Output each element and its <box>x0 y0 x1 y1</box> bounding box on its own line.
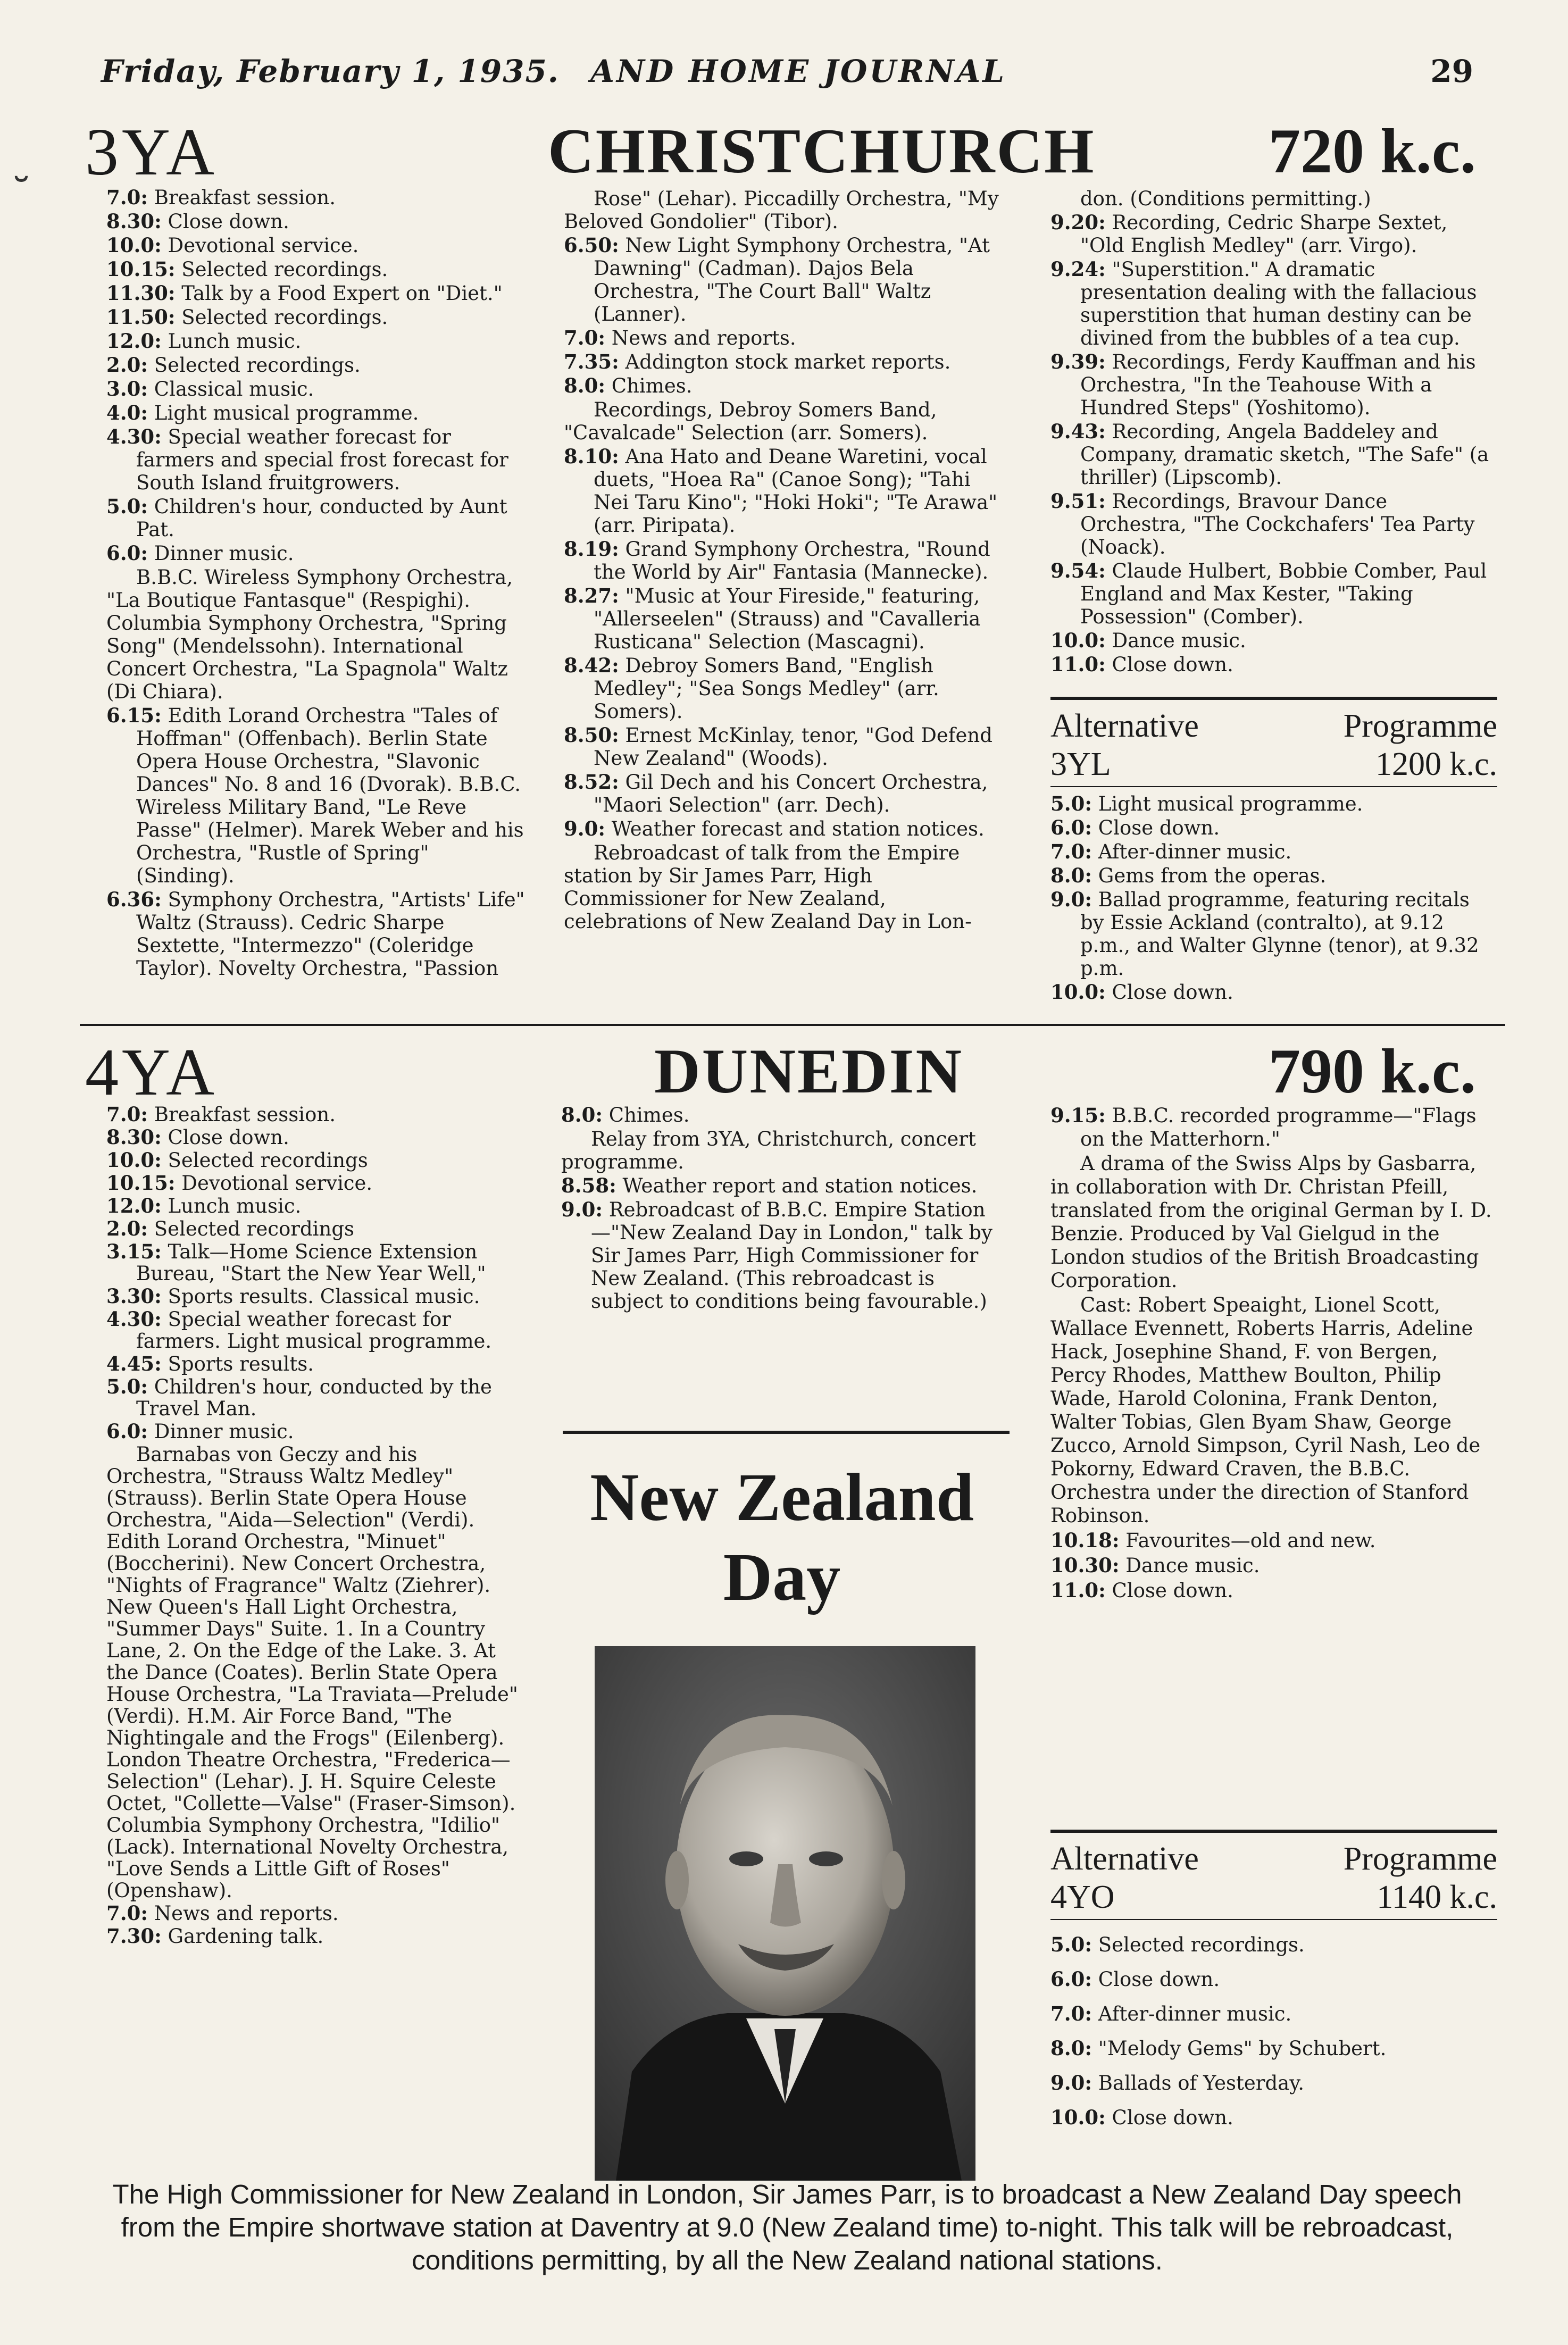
programme-text: Ballads of Yesterday. <box>1098 2072 1304 2094</box>
programme-entry <box>1050 187 1497 210</box>
programme-time: 9.43: <box>1050 420 1106 443</box>
programme-time: 10.18: <box>1050 1529 1120 1552</box>
programme-time: 8.58: <box>561 1174 616 1197</box>
station-city-dunedin: DUNEDIN <box>654 1036 964 1106</box>
programme-text: Recordings, Bravour Dance Orchestra, "The Cockchafers' Tea Party (Noack). <box>1080 490 1475 558</box>
programme-entry <box>106 1376 527 1420</box>
programme-entry <box>1050 1529 1497 1553</box>
programme-time: 7.35: <box>564 350 619 373</box>
programme-entry <box>564 724 1005 770</box>
programme-text: Special weather forecast for farmers. Light musical programme. <box>136 1308 492 1353</box>
programme-entry <box>564 841 1005 933</box>
programme-text: Dance music. <box>1125 1554 1260 1577</box>
programme-time: 6.50: <box>564 233 619 257</box>
station-freq-720: 720 k.c. <box>1269 115 1476 186</box>
programme-entry <box>1050 1928 1497 1962</box>
programme-time: 11.30: <box>106 281 176 305</box>
programme-text: Gems from the operas. <box>1098 864 1327 887</box>
programme-entry <box>106 1104 527 1125</box>
programme-text: Dance music. <box>1112 629 1246 652</box>
alt-3yl-rule-bottom <box>1050 786 1497 787</box>
programme-entry <box>1050 1152 1497 1292</box>
programme-text: Close down. <box>1098 816 1220 839</box>
programme-text: Dinner music. <box>154 1420 294 1443</box>
programme-time: 8.19: <box>564 537 619 561</box>
programme-time: 9.39: <box>1050 350 1106 373</box>
programme-entry <box>106 1353 527 1375</box>
alt-4yo-call: 4YO <box>1050 1879 1115 1915</box>
programme-time: 7.0: <box>1050 2002 1092 2025</box>
programme-time: 10.0: <box>1050 2106 1106 2129</box>
programme-entry <box>1050 351 1497 419</box>
programme-entry <box>106 1241 527 1284</box>
programme-entry <box>564 187 1005 233</box>
feature-heading-line-1: New Zealand <box>590 1459 974 1535</box>
programme-text: Lunch music. <box>168 330 302 353</box>
issue-date: Friday, February 1, 1935. <box>101 53 560 89</box>
programme-time: 10.15: <box>106 1171 176 1195</box>
section-divider <box>80 1024 1505 1026</box>
programme-entry <box>106 1149 527 1171</box>
programme-entry <box>106 306 527 329</box>
programme-text: Breakfast session. <box>154 186 336 209</box>
programme-text: B.B.C. Wireless Symphony Orchestra, "La Boutique Fantasque" (Respighi). Columbia Symphony Orchestra, "Spring Song" (Mendelssohn). International Concert Orchestra, "La Spagnola" Waltz (Di Chiara). <box>106 566 513 703</box>
programme-time: 4.30: <box>106 1307 162 1331</box>
programme-text: Classical music. <box>154 378 314 400</box>
programme-time: 4.0: <box>106 401 148 424</box>
programme-time: 10.15: <box>106 257 176 281</box>
programme-entry <box>564 654 1005 723</box>
programme-entry <box>561 1104 1008 1126</box>
programme-entry <box>1050 2032 1497 2065</box>
programme-time: 8.27: <box>564 584 619 607</box>
programme-text: Weather forecast and station notices. <box>611 817 985 840</box>
programme-text: Special weather forecast for farmers and special frost forecast for South Island fruitgrowers. <box>136 425 508 494</box>
programme-entry <box>564 398 1005 444</box>
programme-time: 6.36: <box>106 888 162 911</box>
programme-time: 9.0: <box>1050 2071 1092 2094</box>
programme-entry <box>1050 258 1497 349</box>
programme-text: New Light Symphony Orchestra, "At Dawning" (Cadman). Dajos Bela Orchestra, "The Court Ball" Waltz (Lanner). <box>594 234 990 326</box>
programme-entry <box>1050 1997 1497 2031</box>
programme-entry <box>106 495 527 541</box>
programme-entry <box>106 1218 527 1240</box>
programme-time: 11.50: <box>106 305 176 329</box>
programme-time: 9.15: <box>1050 1104 1106 1127</box>
programme-text: Rebroadcast of B.B.C. Empire Station—"New Zealand Day in London," talk by Sir James Parr, High Commissioner for New Zealand. (This rebroadcast is subject to conditions being favourable.) <box>591 1198 992 1313</box>
programme-text: Close down. <box>1112 1579 1233 1602</box>
programme-text: Grand Symphony Orchestra, "Round the World by Air" Fantasia (Mannecke). <box>594 538 990 583</box>
programme-time: 4.45: <box>106 1352 162 1375</box>
programme-entry <box>1050 1554 1497 1578</box>
programme-text: Sports results. <box>168 1353 314 1375</box>
programme-time: 7.0: <box>1050 840 1092 863</box>
programme-entry <box>106 1421 527 1442</box>
programme-entry <box>106 1195 527 1217</box>
programme-text: Talk by a Food Expert on "Diet." <box>181 282 503 305</box>
programme-entry <box>106 566 527 703</box>
programme-time: 6.0: <box>1050 1967 1092 1991</box>
programme-time: 7.0: <box>564 326 606 349</box>
programme-time: 8.0: <box>1050 864 1092 887</box>
programme-text: Claude Hulbert, Bobbie Comber, Paul England and Max Kester, "Taking Possession" (Comber). <box>1080 560 1487 628</box>
programme-entry <box>1050 1293 1497 1528</box>
feature-heading <box>569 1457 995 1617</box>
programme-entry <box>106 354 527 377</box>
programme-time: 3.30: <box>106 1284 162 1308</box>
station-call-4ya: 4YA <box>85 1036 218 1109</box>
programme-text: Recordings, Ferdy Kauffman and his Orchestra, "In the Teahouse With a Hundred Steps" (Yoshitomo). <box>1080 351 1476 419</box>
programme-time: 9.0: <box>561 1198 603 1221</box>
programme-text: A drama of the Swiss Alps by Gasbarra, in collaboration with Dr. Christan Pfeill, translated from the original German by I. D. Benzie. Produced by Val Gielgud in the London studios of the British Broadcasting Corporation. <box>1050 1152 1492 1292</box>
programme-entry <box>564 351 1005 373</box>
programme-text: Weather report and station notices. <box>622 1174 978 1197</box>
programme-text: Close down. <box>1112 981 1233 1004</box>
programme-text: After-dinner music. <box>1098 840 1292 863</box>
programme-text: Close down. <box>1112 2106 1233 2129</box>
programme-text: Children's hour, conducted by the Travel Man. <box>136 1375 492 1420</box>
christchurch-column-3 <box>1050 186 1497 677</box>
programme-time: 10.30: <box>1050 1554 1120 1577</box>
programme-time: 8.42: <box>564 654 619 677</box>
programme-entry <box>1050 792 1497 815</box>
dunedin-column-3 <box>1050 1104 1497 1604</box>
programme-entry <box>1050 888 1497 980</box>
programme-entry <box>564 771 1005 816</box>
programme-time: 8.50: <box>564 723 619 747</box>
programme-text: Selected recordings. <box>154 354 361 377</box>
programme-time: 5.0: <box>1050 792 1092 815</box>
programme-time: 11.0: <box>1050 1579 1106 1602</box>
programme-text: Chimes. <box>611 374 693 397</box>
programme-entry <box>106 258 527 281</box>
programme-text: Ana Hato and Deane Waretini, vocal duets, "Hoea Ra" (Canoe Song); "Tahi Nei Taru Kino"; "Hoki Hoki"; "Te Arawa" (arr. Piripata). <box>594 445 998 537</box>
programme-entry <box>106 425 527 494</box>
programme-text: Selected recordings <box>168 1149 368 1172</box>
programme-text: Chimes. <box>608 1104 690 1126</box>
programme-text: Rose" (Lehar). Piccadilly Orchestra, "My Beloved Gondolier" (Tibor). <box>564 187 999 233</box>
feature-caption: The High Commissioner for New Zealand in London, Sir James Parr, is to broadcast a New Zealand Day speech from the Empire shortwave station at Daventry at 9.0 (New Zealand time) to-night. This talk will be rebroadcast, conditions permitting, by all the New Zealand national stations. <box>112 2179 1462 2275</box>
programme-text: Recording, Angela Baddeley and Company, dramatic sketch, "The Safe" (a thriller) (Lipscomb). <box>1080 420 1489 489</box>
programme-text: Edith Lorand Orchestra "Tales of Hoffman" (Offenbach). Berlin State Opera House Orchestra, "Slavonic Dances" No. 8 and 16 (Dvorak). B.B.C. Wireless Military Band, "Le Reve Passe" (Helmer). Marek Weber and his Orchestra, "Rustle of Spring" (Sinding). <box>136 704 524 887</box>
programme-entry <box>564 538 1005 583</box>
programme-text: Close down. <box>1112 653 1233 676</box>
programme-time: 6.0: <box>1050 816 1092 839</box>
christchurch-column-1 <box>106 186 527 981</box>
programme-entry <box>106 234 527 257</box>
programme-text: Gil Dech and his Concert Orchestra, "Maori Selection" (arr. Dech). <box>594 771 988 816</box>
programme-text: Recordings, Debroy Somers Band, "Cavalcade" Selection (arr. Somers). <box>564 398 937 444</box>
programme-entry <box>1050 1579 1497 1603</box>
programme-entry <box>564 374 1005 397</box>
programme-time: 8.30: <box>106 1125 162 1149</box>
alt-3yl-call: 3YL <box>1050 746 1111 782</box>
programme-text: Barnabas von Geczy and his Orchestra, "Strauss Waltz Medley" (Strauss). Berlin State Opera House Orchestra, "Aida—Selection" (Verdi). Edith Lorand Orchestra, "Minuet" (Boccherini). New Concert Orchestra, "Nights of Fragrance" Waltz (Ziehrer). New Queen's Hall Light Orchestra, "Summer Days" Suite. 1. In a Country Lane, 2. On the Edge of the Lake. 3. At the Dance (Coates). Berlin State Opera House Orchestra, "La Traviata—Prelude" (Verdi). H.M. Air Force Band, "The Nightingale and the Frogs" (Eilenberg). London Theatre Orchestra, "Frederica—Selection" (Lehar). J. H. Squire Celeste Octet, "Collette—Valse" (Fraser-Simson). Columbia Symphony Orchestra, "Idilio" (Lack). International Novelty Orchestra, "Love Sends a Little Gift of Roses" (Openshaw). <box>106 1443 518 1902</box>
programme-text: News and reports. <box>154 1902 339 1925</box>
page-number: 29 <box>1430 53 1473 89</box>
alt-4yo-rule-bottom <box>1050 1919 1497 1920</box>
portrait-illustration <box>595 1646 975 2181</box>
programme-time: 3.15: <box>106 1240 162 1263</box>
feature-rule <box>563 1431 1010 1434</box>
programme-text: Children's hour, conducted by Aunt Pat. <box>136 495 507 541</box>
programme-text: Light musical programme. <box>1098 792 1363 815</box>
programme-entry <box>1050 629 1497 652</box>
programme-text: Selected recordings. <box>181 258 388 281</box>
programme-time: 2.0: <box>106 1217 148 1240</box>
alt-4yo-label-right: Programme <box>1343 1841 1497 1877</box>
station-freq-790: 790 k.c. <box>1269 1036 1476 1106</box>
programme-text: Cast: Robert Speaight, Lionel Scott, Wallace Evennett, Roberts Harris, Adeline Hack, Josephine Shand, F. von Bergen, Percy Rhodes, Matthew Boulton, Philip Wade, Harold Colonina, Frank Denton, Walter Tobias, Glen Byam Shaw, George Zucco, Arnold Simpson, Cyril Nash, Leo de Pokorny, Edward Craven, the B.B.C. Orchestra under the direction of Stanford Robinson. <box>1050 1293 1481 1527</box>
programme-entry <box>106 1126 527 1148</box>
programme-entry <box>564 327 1005 349</box>
programme-entry <box>106 1925 527 1947</box>
christchurch-column-2 <box>564 186 1005 934</box>
alt-3yl-label-right: Programme <box>1343 708 1497 744</box>
programme-text: Symphony Orchestra, "Artists' Life" Waltz (Strauss). Cedric Sharpe Sextette, "Intermezzo" (Coleridge Taylor). Novelty Orchestra, "Passion <box>136 888 525 980</box>
programme-text: Selected recordings <box>154 1217 354 1240</box>
programme-entry <box>106 210 527 233</box>
programme-time: 7.0: <box>106 1901 148 1925</box>
programme-text: Close down. <box>168 210 289 233</box>
programme-entry <box>561 1174 1008 1197</box>
alt-4yo-freq: 1140 k.c. <box>1377 1879 1497 1915</box>
programme-time: 7.0: <box>106 1103 148 1126</box>
programme-text: Selected recordings. <box>1098 1933 1305 1956</box>
programme-time: 4.30: <box>106 425 162 448</box>
dunedin-column-2 <box>561 1104 1008 1314</box>
programme-time: 5.0: <box>106 495 148 518</box>
programme-entry <box>1050 2101 1497 2134</box>
programme-entry <box>564 234 1005 326</box>
alt-4yo-label: Alternative <box>1050 1841 1199 1877</box>
programme-time: 3.0: <box>106 377 148 400</box>
programme-time: 11.0: <box>1050 653 1106 676</box>
programme-text: "Superstition." A dramatic presentation dealing with the fallacious superstition that human destiny can be divined from the bubbles of a tea cup. <box>1080 258 1477 349</box>
programme-text: Breakfast session. <box>154 1103 336 1126</box>
programme-text: "Music at Your Fireside," featuring, "Allerseelen" (Strauss) and "Cavalleria Rusticana" Selection (Mascagni). <box>594 585 981 653</box>
programme-time: 5.0: <box>1050 1933 1092 1956</box>
programme-time: 8.0: <box>564 374 606 397</box>
margin-mark-1: ˘ <box>11 170 32 220</box>
programme-time: 8.10: <box>564 445 619 468</box>
programme-time: 9.0: <box>1050 888 1092 911</box>
programme-text: Devotional service. <box>181 1172 373 1195</box>
feature-heading-line-2: Day <box>723 1539 841 1615</box>
programme-entry <box>564 585 1005 653</box>
programme-entry <box>1050 840 1497 863</box>
programme-text: Rebroadcast of talk from the Empire station by Sir James Parr, High Commissioner for New Zealand, celebrations of New Zealand Day in Lon- <box>564 841 972 933</box>
programme-entry <box>561 1198 1008 1313</box>
programme-entry <box>1050 816 1497 839</box>
programme-entry <box>106 282 527 305</box>
alt-3yl-list <box>1050 792 1497 1005</box>
programme-time: 9.0: <box>564 817 606 840</box>
journal-title: AND HOME JOURNAL <box>590 53 1006 89</box>
programme-entry <box>106 1902 527 1924</box>
programme-entry <box>1050 864 1497 887</box>
alt-3yl-freq: 1200 k.c. <box>1375 746 1497 782</box>
programme-entry <box>106 542 527 565</box>
alt-3yl-label: Alternative <box>1050 708 1199 744</box>
programme-entry <box>106 378 527 400</box>
alt-4yo-rule-top <box>1050 1830 1497 1833</box>
programme-time: 9.51: <box>1050 489 1106 513</box>
programme-text: Light musical programme. <box>154 402 419 424</box>
programme-time: 8.30: <box>106 210 162 233</box>
programme-entry <box>106 1308 527 1352</box>
programme-time: 5.0: <box>106 1375 148 1398</box>
programme-entry <box>1050 981 1497 1004</box>
programme-text: Relay from 3YA, Christchurch, concert programme. <box>561 1128 976 1173</box>
portrait-photo <box>595 1646 975 2181</box>
programme-entry <box>106 1286 527 1307</box>
programme-text: Gardening talk. <box>168 1925 324 1948</box>
programme-time: 6.0: <box>106 541 148 565</box>
programme-time: 10.0: <box>106 233 162 257</box>
programme-text: Ernest McKinlay, tenor, "God Defend New Zealand" (Woods). <box>594 724 992 770</box>
alt-4yo-list <box>1050 1928 1497 2135</box>
programme-text: Recording, Cedric Sharpe Sextet, "Old English Medley" (arr. Virgo). <box>1080 211 1448 257</box>
programme-entry <box>106 704 527 887</box>
programme-entry <box>1050 490 1497 558</box>
programme-entry <box>1050 1963 1497 1996</box>
programme-time: 9.24: <box>1050 257 1106 281</box>
programme-entry <box>564 445 1005 537</box>
page-header <box>101 53 1473 112</box>
programme-text: Close down. <box>168 1126 289 1149</box>
programme-text: Close down. <box>1098 1968 1220 1991</box>
programme-entry <box>1050 653 1497 676</box>
programme-entry <box>106 402 527 424</box>
programme-time: 7.0: <box>106 186 148 209</box>
programme-time: 12.0: <box>106 1194 162 1217</box>
programme-entry <box>1050 1104 1497 1151</box>
programme-time: 8.0: <box>561 1103 603 1126</box>
programme-text: Debroy Somers Band, "English Medley"; "Sea Songs Medley" (arr. Somers). <box>594 654 939 723</box>
programme-time: 7.30: <box>106 1924 162 1948</box>
programme-text: Dinner music. <box>154 542 294 565</box>
station-city-christchurch: CHRISTCHURCH <box>548 115 1096 186</box>
programme-entry <box>561 1128 1008 1173</box>
programme-entry <box>106 888 527 980</box>
programme-text: Ballad programme, featuring recitals by Essie Ackland (contralto), at 9.12 p.m., and Walter Glynne (tenor), at 9.32 p.m. <box>1080 888 1479 980</box>
programme-entry <box>1050 211 1497 257</box>
programme-text: Talk—Home Science Extension Bureau, "Start the New Year Well," <box>136 1240 486 1285</box>
programme-text: Sports results. Classical music. <box>168 1285 480 1308</box>
programme-entry <box>1050 560 1497 628</box>
programme-entry <box>1050 420 1497 489</box>
programme-time: 8.52: <box>564 770 619 794</box>
programme-text: Selected recordings. <box>181 306 388 329</box>
programme-text: Devotional service. <box>168 234 359 257</box>
alt-programme-3yl <box>1050 707 1497 784</box>
programme-time: 2.0: <box>106 353 148 377</box>
dunedin-column-1 <box>106 1104 527 1948</box>
programme-entry <box>1050 2066 1497 2100</box>
programme-time: 12.0: <box>106 329 162 353</box>
programme-time: 8.0: <box>1050 2037 1092 2060</box>
programme-time: 6.0: <box>106 1420 148 1443</box>
programme-text: After-dinner music. <box>1098 2002 1292 2025</box>
programme-entry <box>564 817 1005 840</box>
station-call-3ya: 3YA <box>85 115 218 189</box>
programme-time: 6.15: <box>106 704 162 727</box>
programme-time: 10.0: <box>1050 980 1106 1004</box>
programme-text: Lunch music. <box>168 1195 302 1217</box>
alt-programme-4yo <box>1050 1840 1497 1917</box>
programme-text: Favourites—old and new. <box>1125 1529 1376 1552</box>
programme-text: "Melody Gems" by Schubert. <box>1098 2037 1387 2060</box>
programme-time: 9.20: <box>1050 211 1106 234</box>
alt-3yl-rule-top <box>1050 697 1497 700</box>
programme-text: Addington stock market reports. <box>625 351 951 373</box>
programme-text: B.B.C. recorded programme—"Flags on the Matterhorn." <box>1080 1104 1477 1150</box>
programme-time: 10.0: <box>106 1148 162 1172</box>
programme-text: don. (Conditions permitting.) <box>1080 187 1371 210</box>
programme-text: News and reports. <box>611 327 796 349</box>
programme-entry <box>106 1443 527 1901</box>
programme-entry <box>106 1172 527 1194</box>
programme-entry <box>106 186 527 209</box>
programme-time: 9.54: <box>1050 559 1106 582</box>
programme-time: 10.0: <box>1050 629 1106 652</box>
programme-entry <box>106 330 527 353</box>
